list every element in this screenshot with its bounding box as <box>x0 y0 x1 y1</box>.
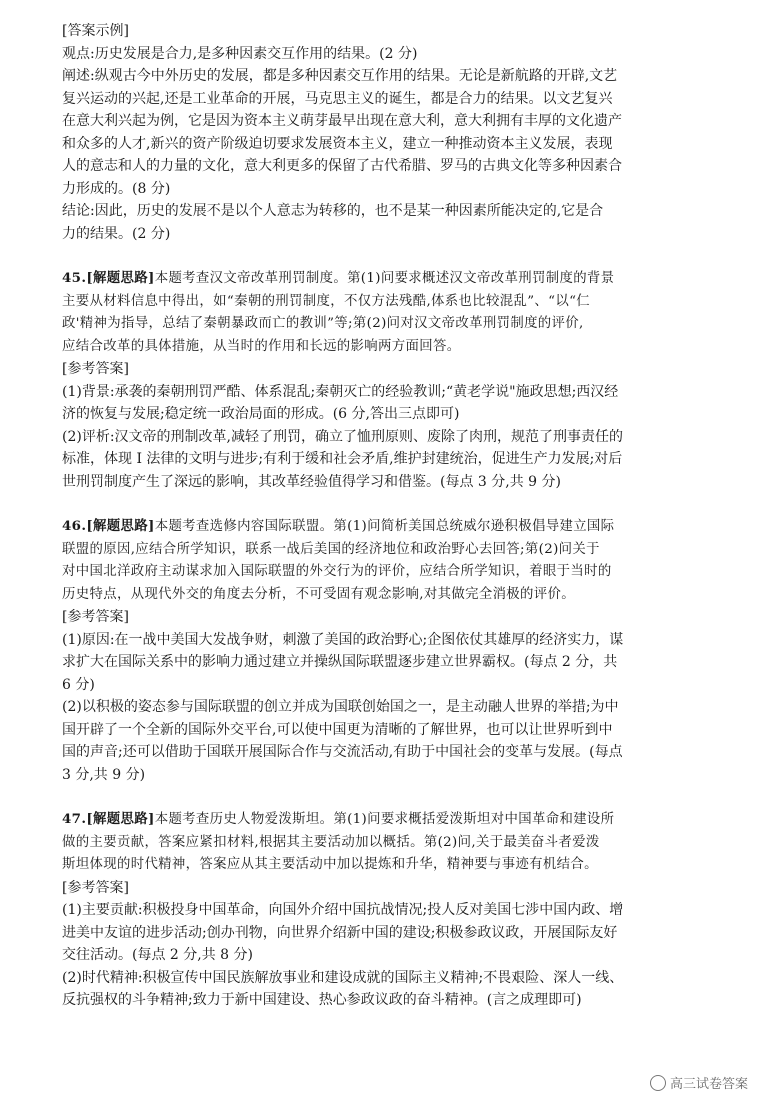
q47-answer-line: 交往活动。(每点 2 分,共 8 分) <box>62 947 253 963</box>
q46-tag: [解题思路] <box>86 518 155 534</box>
q47-answer-line: (2)时代精神:积极宣传中国民族解放事业和建设成就的国际主义精神;不畏艰险、深人一线、 <box>62 969 624 986</box>
q46-answer-line: 国的声音;还可以借助于国联开展国际合作与交流活动,有助于中国社会的变革与发展。(每点 <box>62 744 623 760</box>
intro-line: 人的意志和人的力量的文化，意大利更多的保留了古代希腊、罗马的古典文化等多种因素合 <box>62 158 622 174</box>
q45-answer-label: [参考答案] <box>62 361 129 377</box>
q45-analysis-line: 应结合改革的具体措施，从当时的作用和长远的影响两方面回答。 <box>62 338 461 354</box>
q45-tag: [解题思路] <box>86 270 155 286</box>
q46-analysis-line: 联盟的原因,应结合所学知识，联系一战后美国的经济地位和政治野心去回答;第(2)问关于 <box>62 541 600 557</box>
intro-line: 复兴运动的兴起,还是工业革命的开展，马克思主义的诞生，都是合力的结果。以文艺复兴 <box>62 90 613 107</box>
q46-analysis-line: 46.[解题思路]本题考查选修内容国际联盟。第(1)问简析美国总统威尔逊积极倡导建立国际 <box>62 518 615 534</box>
intro-line: 在意大利兴起为例，它是因为资本主义萌芽最早出现在意大利，意大利拥有丰厚的文化遗产 <box>62 113 622 129</box>
intro-line: 力形成的。(8 分) <box>62 180 171 197</box>
intro-line: 力的结果。(2 分) <box>62 225 171 242</box>
q45-analysis-line: 政'精神为指导，总结了秦朝暴政而亡的教训”等;第(2)问对汉文帝改革刑罚制度的评价, <box>62 316 584 331</box>
question-47 <box>62 808 720 1012</box>
q47-answer-line: 反抗强权的斗争精神;致力于新中国建设、热心参政议政的奋斗精神。(言之成理即可) <box>62 992 582 1008</box>
question-45 <box>62 267 720 493</box>
intro-line: 和众多的人才,新兴的资产阶级迫切要求发展资本主义，建立一种推动资本主义发展，表现 <box>62 135 613 152</box>
question-46 <box>62 515 720 786</box>
q46-answer-line: (1)原因:在一战中美国大发战争财，刺激了美国的政治野心;企图依仗其雄厚的经济实力，谋 <box>62 631 624 648</box>
intro-line: 观点:历史发展是合力,是多种因素交互作用的结果。(2 分) <box>62 45 418 62</box>
q45-answer-line: (1)背景:承袭的秦朝刑罚严酷、体系混乱;秦朝灭亡的经验教训;“黄老学说"施政思想;西汉经 <box>62 383 619 400</box>
q46-analysis-line: 对中国北洋政府主动谋求加入国际联盟的外交行为的评价，应结合所学知识，着眼于当时的 <box>62 564 612 579</box>
q47-answer-line: 进美中友谊的进步活动;创办刊物，向世界介绍新中国的建设;积极参政议政，开展国际友好 <box>62 924 618 941</box>
q47-number: 47. <box>62 811 87 827</box>
q47-analysis-line: 47.[解题思路]本题考查历史人物爱泼斯坦。第(1)问要求概括爱泼斯坦对中国革命和建设所 <box>62 811 615 827</box>
q46-number: 46. <box>62 518 87 534</box>
q45-analysis-line: 45.[解题思路]本题考查汉文帝改革刑罚制度。第(1)问要求概述汉文帝改革刑罚制度的背景 <box>62 270 615 286</box>
q45-answer-line: (2)评析:汉文帝的刑制改革,减轻了刑罚，确立了恤刑原则、废除了肉刑，规范了刑事责任的 <box>62 428 623 445</box>
q46-answer-label: [参考答案] <box>62 609 129 625</box>
q45-answer-line: 济的恢复与发展;稳定统一政治局面的形成。(6 分,答出三点即可) <box>62 406 460 422</box>
q46-answer-line: 国开辟了一个全新的国际外交平台,可以使中国更为清晰的了解世界，也可以让世界听到中 <box>62 721 613 738</box>
q47-answer-line: (1)主要贡献:积极投身中国革命，向国外介绍中国抗战情况;投人反对美国七涉中国内政、增 <box>62 902 624 918</box>
footer-watermark-text: 高三试卷答案 <box>669 1077 748 1092</box>
intro-line: 阐述:纵观古今中外历史的发展，都是多种因素交互作用的结果。无论是新航路的开辟,文艺 <box>62 68 618 84</box>
q46-answer-line: 6 分) <box>62 676 95 693</box>
footer-watermark <box>650 1073 748 1092</box>
answer-example-label: [答案示例] <box>62 23 129 39</box>
q47-analysis-line: 做的主要贡献，答案应紧扣材料,根据其主要活动加以概括。第(2)问,关于最美奋斗者爱泼 <box>62 834 600 850</box>
q46-analysis-line: 历史特点，从现代外交的角度去分析，不可受固有观念影响,对其做完全消极的评价。 <box>62 586 576 602</box>
q46-answer-line: (2)以积极的姿态参与国际联盟的创立并成为国联创始国之一，是主动融人世界的举措;为中 <box>62 699 619 715</box>
intro-section <box>62 20 720 245</box>
q45-number: 45. <box>62 270 87 286</box>
q46-answer-line: 3 分,共 9 分) <box>62 766 146 783</box>
q47-tag: [解题思路] <box>86 811 155 827</box>
wechat-icon <box>650 1075 666 1091</box>
q47-answer-label: [参考答案] <box>62 879 129 896</box>
q47-analysis-line: 斯坦体现的时代精神，答案应从其主要活动中加以提炼和升华，精神要与事迹有机结合。 <box>62 857 598 872</box>
q46-answer-line: 求扩大在国际关系中的影响力通过建立并操纵国际联盟逐步建立世界霸权。(每点 2 分，共 <box>62 654 618 670</box>
q45-answer-line: 标准，体现 I 法律的文明与进步;有利于缓和社会矛盾,维护封建统治，促进生产力发展;对后 <box>62 451 623 467</box>
q45-answer-line: 世刑罚制度产生了深远的影响，其改革经验值得学习和借鉴。(每点 3 分,共 9 分) <box>62 473 561 490</box>
q45-analysis-line: 主要从材料信息中得出，如“秦朝的刑罚制度，不仅方法残酷,体系也比较混乱”、“以“仁 <box>62 293 591 309</box>
intro-line: 结论:因此，历史的发展不是以个人意志为转移的，也不是某一种因素所能决定的,它是合 <box>62 203 604 219</box>
